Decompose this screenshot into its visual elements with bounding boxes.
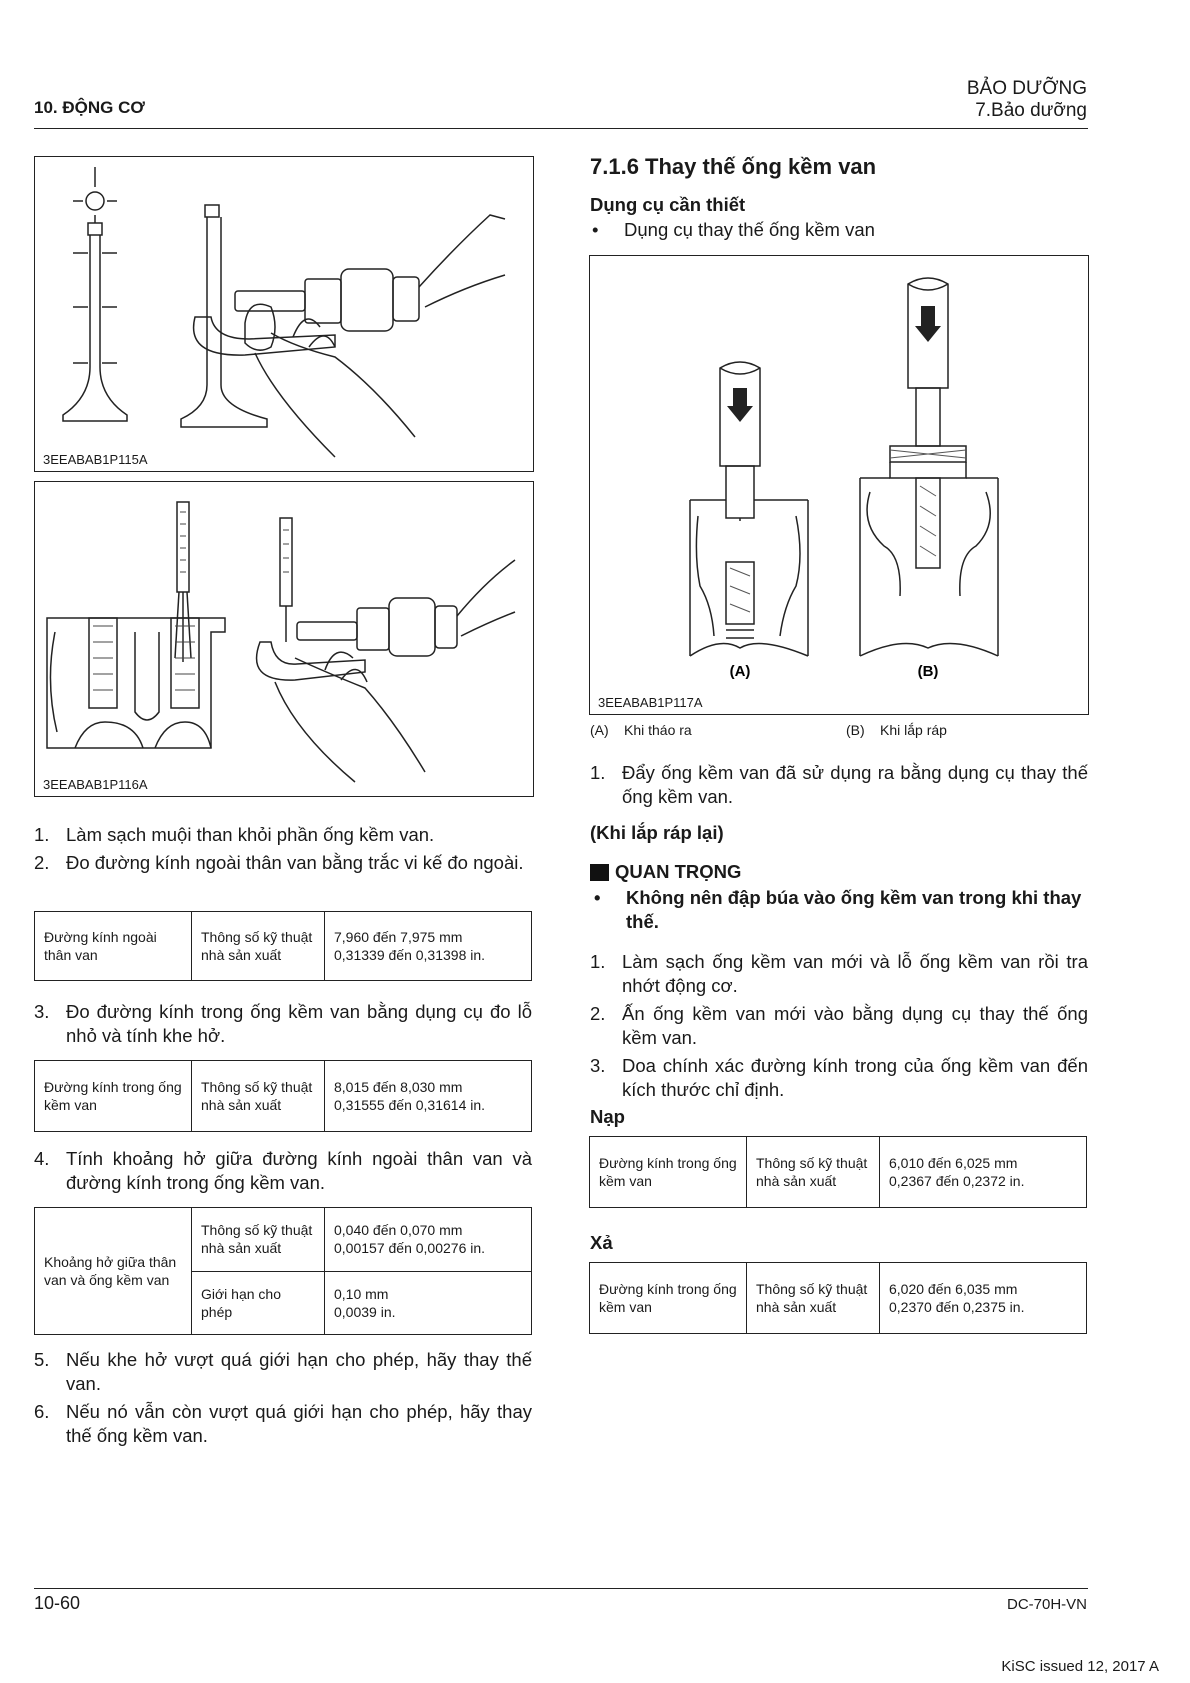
chapter-title: BẢO DƯỠNG bbox=[966, 78, 1087, 99]
step-3 bbox=[34, 1000, 532, 1052]
figure-legend: (A) Khi tháo ra (B) Khi lắp ráp bbox=[590, 722, 947, 738]
section-title: 10. ĐỘNG CƠ bbox=[34, 98, 145, 117]
steps-list-b bbox=[34, 1348, 532, 1452]
intake-heading: Nạp bbox=[590, 1106, 625, 1127]
step-4 bbox=[34, 1147, 532, 1199]
spec-value: 8,015 đến 8,030 mm 0,31555 đến 0,31614 in. bbox=[325, 1061, 532, 1132]
square-icon bbox=[590, 864, 609, 881]
chapter-heading bbox=[967, 78, 1087, 122]
spec-table-guide-id bbox=[34, 1060, 532, 1132]
spec-value: 6,020 đến 6,035 mm 0,2370 đến 0,2375 in. bbox=[880, 1263, 1087, 1334]
header-rule bbox=[34, 128, 1088, 129]
spec-type: Giới hạn cho phép bbox=[192, 1271, 325, 1335]
spec-label: Đường kính trong ống kềm van bbox=[590, 1137, 747, 1208]
list-item: 4. Tính khoảng hở giữa đường kính ngoài thân van và đường kính trong ống kềm van. bbox=[34, 1148, 532, 1193]
bullet: • bbox=[592, 219, 599, 240]
list-item: 3. Doa chính xác đường kính trong của ống kềm van đến kích thước chỉ định. bbox=[590, 1055, 1088, 1100]
figure-caption: 3EEABAB1P115A bbox=[43, 452, 148, 467]
spec-label: Đường kính ngoài thân van bbox=[35, 912, 192, 981]
figure-caption: 3EEABAB1P117A bbox=[598, 695, 703, 710]
list-item: 2. Ấn ống kềm van mới vào bằng dụng cụ thay thế ống kềm van. bbox=[590, 1003, 1088, 1048]
spec-table-exhaust bbox=[589, 1262, 1087, 1334]
reassembly-heading: (Khi lắp ráp lại) bbox=[590, 822, 724, 843]
spec-type: Thông số kỹ thuật nhà sản xuất bbox=[192, 1061, 325, 1132]
figure-guide-replacement bbox=[589, 255, 1089, 715]
figure-caption: 3EEABAB1P116A bbox=[43, 777, 148, 792]
guide-replace-illustration bbox=[590, 256, 1088, 714]
list-item: 2. Đo đường kính ngoài thân van bằng trắc vi kế đo ngoài. bbox=[34, 852, 524, 873]
spec-value: 7,960 đến 7,975 mm 0,31339 đến 0,31398 in. bbox=[325, 912, 532, 981]
footer-rule bbox=[34, 1588, 1088, 1589]
bore-gauge-illustration bbox=[35, 482, 533, 796]
label-a: (A) bbox=[729, 663, 751, 680]
list-item: 6. Nếu nó vẫn còn vượt quá giới hạn cho phép, hãy thay thế ống kềm van. bbox=[34, 1401, 532, 1446]
spec-value: 0,10 mm 0,0039 in. bbox=[325, 1271, 532, 1335]
section-heading: 7.1.6 Thay thế ống kềm van bbox=[590, 154, 877, 179]
list-item: 5. Nếu khe hở vượt quá giới hạn cho phép, hãy thay thế van. bbox=[34, 1349, 532, 1394]
spec-table-clearance bbox=[34, 1207, 532, 1335]
spec-label: Đường kính trong ống kềm van bbox=[35, 1061, 192, 1132]
tools-heading: Dụng cụ cần thiết bbox=[590, 194, 746, 215]
spec-type: Thông số kỹ thuật nhà sản xuất bbox=[192, 1208, 325, 1272]
list-item: 1. Làm sạch ống kềm van mới và lỗ ống kềm van rồi tra nhớt động cơ. bbox=[590, 951, 1088, 996]
spec-value: 0,040 đến 0,070 mm 0,00157 đến 0,00276 in. bbox=[325, 1208, 532, 1272]
document-code: DC-70H-VN bbox=[1006, 1596, 1087, 1613]
spec-type: Thông số kỹ thuật nhà sản xuất bbox=[192, 912, 325, 981]
tool-item: • Dụng cụ thay thế ống kềm van bbox=[592, 219, 875, 240]
issue-note: KiSC issued 12, 2017 A bbox=[1001, 1658, 1159, 1675]
page-number: 10-60 bbox=[34, 1593, 81, 1613]
exhaust-heading: Xả bbox=[590, 1232, 613, 1253]
spec-type: Thông số kỹ thuật nhà sản xuất bbox=[747, 1263, 880, 1334]
spec-label: Đường kính trong ống kềm van bbox=[590, 1263, 747, 1334]
reassembly-steps bbox=[590, 950, 1088, 1106]
spec-label: Khoảng hở giữa thân van và ống kềm van bbox=[35, 1208, 192, 1335]
removal-step bbox=[590, 761, 1088, 813]
figure-valve-stem-measure bbox=[34, 156, 534, 472]
important-note: • Không nên đập búa vào ống kềm van trong khi thay thế. bbox=[594, 887, 1082, 932]
steps-list-a bbox=[34, 823, 532, 879]
important-heading: QUAN TRỌNG bbox=[590, 861, 741, 883]
subchapter-title: 7.Bảo dưỡng bbox=[975, 100, 1087, 121]
list-item: 3. Đo đường kính trong ống kềm van bằng dụng cụ đo lỗ nhỏ và tính khe hở. bbox=[34, 1001, 532, 1046]
spec-table-stem-od bbox=[34, 911, 532, 981]
label-b: (B) bbox=[917, 663, 939, 680]
list-item: 1. Đẩy ống kềm van đã sử dụng ra bằng dụng cụ thay thế ống kềm van. bbox=[590, 762, 1088, 807]
valve-stem-illustration bbox=[35, 157, 533, 471]
spec-table-intake bbox=[589, 1136, 1087, 1208]
spec-type: Thông số kỹ thuật nhà sản xuất bbox=[747, 1137, 880, 1208]
spec-value: 6,010 đến 6,025 mm 0,2367 đến 0,2372 in. bbox=[880, 1137, 1087, 1208]
list-item: 1. Làm sạch muội than khỏi phần ống kềm van. bbox=[34, 824, 435, 845]
figure-guide-bore-measure bbox=[34, 481, 534, 797]
